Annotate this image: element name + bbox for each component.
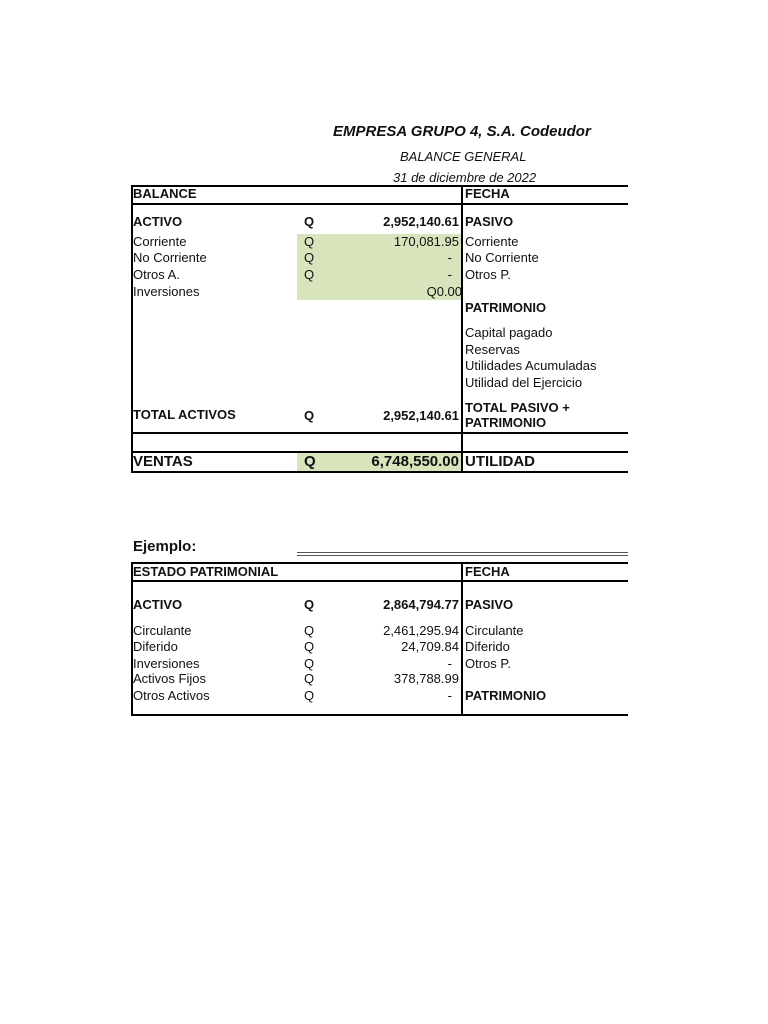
activo-label: ACTIVO	[133, 214, 183, 229]
asset-value: -	[447, 688, 452, 703]
liability-label: Otros P.	[465, 267, 512, 282]
asset-label: Circulante	[133, 623, 192, 638]
activo-currency: Q	[304, 214, 315, 229]
liability-label: Corriente	[465, 234, 519, 249]
report-date: 31 de diciembre de 2022	[393, 170, 537, 185]
asset-value: 2,461,295.94	[383, 623, 459, 638]
table-mid-border	[461, 185, 463, 473]
asset-currency: Q	[304, 688, 315, 703]
asset-value: Q0.00	[426, 284, 462, 299]
asset-value: -	[447, 656, 452, 671]
header-underline	[131, 203, 628, 205]
asset-value: 378,788.99	[393, 671, 459, 686]
asset-value: 170,081.95	[393, 234, 459, 249]
liability-label: Otros P.	[465, 656, 512, 671]
double-rule-top	[297, 552, 628, 553]
equity-label: Capital pagado	[465, 325, 553, 340]
asset-label: Diferido	[133, 639, 178, 654]
utilidad-label: UTILIDAD	[465, 453, 535, 470]
example-header-underline	[131, 580, 628, 582]
asset-currency: Q	[304, 656, 315, 671]
ventas-bottom-border	[131, 471, 628, 473]
col-fecha: FECHA	[465, 564, 510, 579]
ventas-label: VENTAS	[133, 453, 193, 470]
total-activos-currency: Q	[304, 408, 315, 423]
activo-total: 2,952,140.61	[383, 214, 459, 229]
total-pasivo-line2: PATRIMONIO	[465, 415, 547, 430]
asset-currency: Q	[304, 623, 315, 638]
report-title: BALANCE GENERAL	[400, 149, 527, 164]
asset-value: -	[447, 250, 452, 265]
liability-label: Circulante	[465, 623, 524, 638]
example-mid-border	[461, 562, 463, 716]
asset-currency: Q	[304, 250, 315, 265]
asset-label: Otros A.	[133, 267, 180, 282]
col-balance: BALANCE	[133, 186, 197, 201]
total-activos-value: 2,952,140.61	[383, 408, 459, 423]
activo-currency: Q	[304, 597, 315, 612]
table-top-border	[131, 185, 628, 187]
company-title: EMPRESA GRUPO 4, S.A. Codeudor	[333, 123, 591, 140]
asset-label: No Corriente	[133, 250, 207, 265]
ventas-value: 6,748,550.00	[371, 453, 459, 470]
equity-label: Utilidades Acumuladas	[465, 358, 597, 373]
pasivo-label: PASIVO	[465, 214, 514, 229]
asset-label: Activos Fijos	[133, 671, 206, 686]
ventas-currency: Q	[304, 453, 316, 470]
total-pasivo-line1: TOTAL PASIVO +	[465, 400, 570, 415]
col-estado: ESTADO PATRIMONIAL	[133, 564, 279, 579]
asset-currency: Q	[304, 267, 315, 282]
asset-value: 24,709.84	[401, 639, 459, 654]
equity-label: Reservas	[465, 342, 520, 357]
activo-label: ACTIVO	[133, 597, 183, 612]
asset-currency: Q	[304, 234, 315, 249]
asset-label: Inversiones	[133, 284, 200, 299]
activo-total: 2,864,794.77	[383, 597, 459, 612]
patrimonio-label: PATRIMONIO	[465, 688, 547, 703]
liability-label: Diferido	[465, 639, 510, 654]
double-rule-bottom	[297, 555, 628, 556]
asset-currency: Q	[304, 671, 315, 686]
example-heading: Ejemplo:	[133, 538, 197, 555]
pasivo-label: PASIVO	[465, 597, 514, 612]
totals-underline	[131, 432, 628, 434]
asset-value: -	[447, 267, 452, 282]
col-fecha: FECHA	[465, 186, 510, 201]
asset-currency: Q	[304, 639, 315, 654]
patrimonio-label: PATRIMONIO	[465, 300, 547, 315]
liability-label: No Corriente	[465, 250, 539, 265]
equity-label: Utilidad del Ejercicio	[465, 375, 583, 390]
asset-label: Corriente	[133, 234, 187, 249]
total-activos-label: TOTAL ACTIVOS	[133, 407, 236, 422]
asset-label: Otros Activos	[133, 688, 210, 703]
example-bottom-border	[131, 714, 628, 716]
asset-label: Inversiones	[133, 656, 200, 671]
